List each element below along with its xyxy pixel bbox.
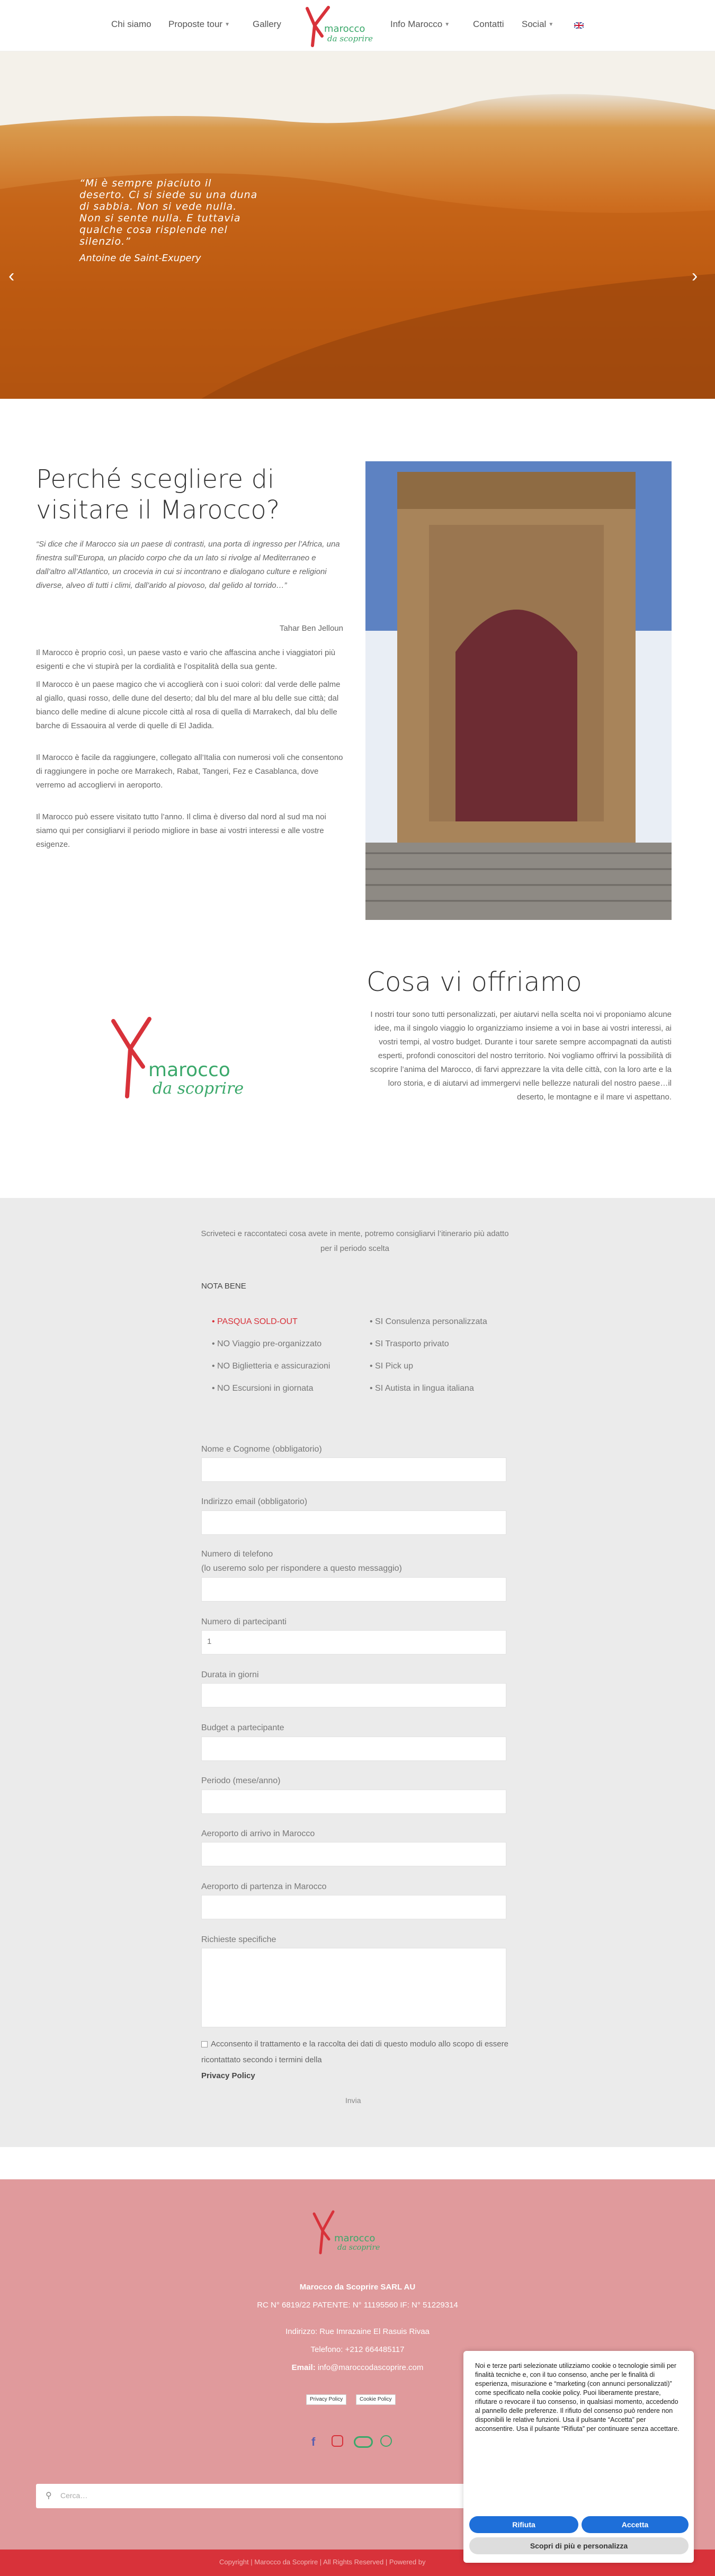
form-intro: Scriveteci e raccontateci cosa avete in mente, potremo consigliarvi l’itinerario più adatto per il periodo scelta xyxy=(201,1229,509,1253)
hero-quote: “Mi è sempre piaciuto il deserto. Ci si siede su una duna di sabbia. Non si vede nulla. Non si sente nulla. E tuttavia qualche cosa risplende nel silenzio.” xyxy=(79,177,258,247)
period-field[interactable] xyxy=(201,1790,506,1814)
privacy-policy-button[interactable]: Privacy Policy xyxy=(306,2394,346,2405)
departure-airport-field[interactable] xyxy=(201,1895,506,1919)
requests-textarea[interactable] xyxy=(201,1948,506,2027)
nav-contatti[interactable] xyxy=(473,19,504,30)
nav-label: Gallery xyxy=(253,19,281,29)
email-field[interactable] xyxy=(201,1510,506,1535)
list-item: • SI Pick up xyxy=(370,1362,414,1371)
nav-chi-siamo[interactable] xyxy=(111,19,151,30)
logo-line2: da scoprire xyxy=(153,1079,244,1098)
cookie-text: Noi e terze parti selezionate utilizziamo cookie o tecnologie simili per finalità tecniche e, con il tuo consenso, anche per le finalità di esperienza, misurazione e “marketing (con annunci personalizzati)” come specificato nella cookie policy. Puoi liberamente prestare, rifiutare o revocare il tuo consenso, in qualsiasi momento, accedendo al pannello delle preferenze. Il rifiuto del consenso può rendere non disponibili le relative funzioni. Usa il pulsante “Accetta” per acconsentire. Usa il pulsante “Rifiuta” per continuare senza accettare. xyxy=(475,2362,680,2432)
no-list xyxy=(212,1316,360,1395)
tripadvisor-icon[interactable] xyxy=(354,2436,373,2448)
hero-slider xyxy=(0,51,715,399)
company-name: Marocco da Scoprire SARL AU xyxy=(299,2283,416,2292)
logo-line1: marocco xyxy=(148,1059,230,1081)
instagram-icon[interactable] xyxy=(332,2435,343,2447)
svg-text:marocco: marocco xyxy=(324,23,365,34)
search-input[interactable]: Cerca… xyxy=(60,2491,88,2500)
cookie-policy-button[interactable]: Cookie Policy xyxy=(356,2394,396,2405)
field-label: Numero di partecipanti xyxy=(201,1617,287,1626)
nav-proposte-tour[interactable] xyxy=(168,19,230,30)
svg-text:da scoprire: da scoprire xyxy=(327,34,373,43)
slider-next-arrow-icon[interactable]: › xyxy=(692,266,698,286)
why-paragraph: Il Marocco è un paese magico che vi accoglierà con i suoi colori: dal verde delle palme al giallo, quasi rosso, delle dune del deserto; dal blu del mare al blu delle sue città; dal bianco delle medine di alcune piccole città al rosa di quella di Marrakech, dal blu delle barche di Essaouira al verde di quelle di El Jadida. xyxy=(36,680,341,730)
site-header xyxy=(0,0,715,51)
list-item: • NO Biglietteria e assicurazioni xyxy=(212,1362,330,1371)
field-label: Aeroporto di arrivo in Marocco xyxy=(201,1829,315,1838)
cookie-accept-button[interactable]: Accetta xyxy=(582,2516,689,2533)
email-link[interactable]: info@maroccodascoprire.com xyxy=(317,2363,424,2372)
company-phone: Telefono: +212 664485117 xyxy=(310,2345,405,2354)
nav-info-marocco[interactable] xyxy=(390,19,450,30)
field-label: Aeroporto di partenza in Marocco xyxy=(201,1882,327,1891)
field-label: Periodo (mese/anno) xyxy=(201,1776,281,1785)
facebook-icon[interactable]: f xyxy=(311,2435,316,2448)
footer-logo xyxy=(310,2208,405,2256)
field-label: Durata in giorni xyxy=(201,1670,259,1679)
nav-social[interactable] xyxy=(522,19,553,30)
si-list xyxy=(370,1316,507,1395)
search-icon: ⚲ xyxy=(46,2491,52,2500)
hero-quote-author: Antoine de Saint-Exupery xyxy=(79,253,201,264)
field-label: Nome e Cognome (obbligatorio) xyxy=(201,1445,322,1454)
chevron-down-icon: ▼ xyxy=(225,21,230,28)
field-label: Richieste specifiche xyxy=(201,1935,276,1944)
why-paragraph: Il Marocco è proprio così, un paese vasto e vario che affascina anche i viaggiatori più esigenti e che vi stupirà per la cordialità e l’ospitalità della sua gente. xyxy=(36,648,336,671)
email-label: Email: xyxy=(291,2363,316,2372)
why-paragraph: Il Marocco può essere visitato tutto l’anno. Il clima è diverso dal nord al sud ma noi siamo qui per consigliarvi il periodo migliore in base ai vostri interessi e alle vostre esigenze. xyxy=(36,812,326,849)
company-registration: RC N° 6819/22 PATENTE: N° 11195560 IF: N° 51229314 xyxy=(257,2301,458,2310)
field-label: Budget a partecipante xyxy=(201,1723,284,1732)
moroccan-gate-image xyxy=(365,461,672,920)
nav-label: Proposte tour xyxy=(168,19,223,29)
nav-label: Social xyxy=(522,19,547,29)
uk-flag-icon[interactable] xyxy=(574,22,584,29)
phone-note: (lo useremo solo per rispondere a questo messaggio) xyxy=(201,1564,402,1573)
chevron-down-icon: ▼ xyxy=(548,21,554,28)
list-item: • SI Trasporto privato xyxy=(370,1339,449,1348)
site-logo[interactable] xyxy=(297,4,376,49)
nav-gallery[interactable] xyxy=(253,19,281,30)
consent-checkbox[interactable] xyxy=(201,2041,208,2047)
budget-field[interactable] xyxy=(201,1737,506,1761)
privacy-policy-link[interactable]: Privacy Policy xyxy=(201,2071,255,2080)
logo-line1: marocco xyxy=(334,2233,376,2244)
copyright-text: Copyright | Marocco da Scoprire | All Rights Reserved | Powered by xyxy=(219,2558,426,2566)
cookie-reject-button[interactable]: Rifiuta xyxy=(469,2516,578,2533)
consent-text: Acconsento il trattamento e la raccolta dei dati di questo modulo allo scopo di essere ricontattato secondo i termini della xyxy=(201,2040,508,2064)
why-title: Perché scegliere di visitare il Marocco? xyxy=(36,464,280,525)
submit-button[interactable]: Invia xyxy=(345,2096,361,2105)
chevron-down-icon: ▼ xyxy=(444,21,450,28)
arrival-airport-field[interactable] xyxy=(201,1842,506,1866)
list-item: • SI Autista in lingua italiana xyxy=(370,1384,474,1393)
field-label: Indirizzo email (obbligatorio) xyxy=(201,1497,308,1506)
cookie-banner xyxy=(463,2351,694,2563)
field-label: Numero di telefono xyxy=(201,1550,273,1559)
nota-bene-heading: NOTA BENE xyxy=(201,1282,246,1291)
slider-prev-arrow-icon[interactable]: ‹ xyxy=(8,266,15,286)
whatsapp-icon[interactable] xyxy=(380,2435,392,2447)
why-quote: “Si dice che il Marocco sia un paese di contrasti, una porta di ingresso per l’Africa, una finestra sull’Europa, un placido corpo che da un lato si rivolge al Mediterraneo e dall’altro all’Atlantico, un crocevia in cui si incontrano e dialogano culture e religioni diverse, alveo di tutti i climi, dall’arido al piovoso, dal gelido al torrido…” xyxy=(36,540,340,590)
search-bar[interactable] xyxy=(36,2484,502,2508)
offer-text: I nostri tour sono tutti personalizzati, per aiutarvi nella scelta noi vi proponiamo alcune idee, ma il singolo viaggio lo organizziamo insieme a voi in base ai vostri interessi, ai vostri tempi, al vostro budget. Durante i tour sarete sempre accompagnati da autisti esperti, profondi conoscitori del nostro territorio. Noi vogliamo offrirvi la possibilità di scoprire l’anima del Marocco, di farvi apprezzare la vita delle città, con la loro arte e la loro storia, e di aiutarvi ad immergervi nelle bellezze naturali del nostro paese…il deserto, le montagne e il mare vi aspettano. xyxy=(370,1010,672,1102)
logo-large xyxy=(106,1012,275,1107)
duration-field[interactable] xyxy=(201,1683,506,1707)
cookie-customize-button[interactable]: Scopri di più e personalizza xyxy=(469,2537,689,2554)
offer-title: Cosa vi offriamo xyxy=(367,967,582,997)
list-item: • SI Consulenza personalizzata xyxy=(370,1317,487,1326)
why-quote-author: Tahar Ben Jelloun xyxy=(279,624,343,633)
name-field[interactable] xyxy=(201,1457,506,1482)
list-item: • NO Escursioni in giornata xyxy=(212,1384,314,1393)
why-paragraph: Il Marocco è facile da raggiungere, collegato all’Italia con numerosi voli che consentono di raggiungere in poche ore Marrakech, Rabat, Tangeri, Fez e Casablanca, dove verremo ad accogliervi in aeroporto. xyxy=(36,753,343,790)
list-item: • PASQUA SOLD-OUT xyxy=(212,1317,298,1326)
phone-field[interactable] xyxy=(201,1577,506,1602)
list-item: • NO Viaggio pre-organizzato xyxy=(212,1339,322,1348)
company-address: Indirizzo: Rue Imrazaine El Rasuis Rivaa xyxy=(285,2327,430,2336)
nav-label: Info Marocco xyxy=(390,19,443,29)
participants-field[interactable]: 1 xyxy=(201,1630,506,1654)
logo-line2: da scoprire xyxy=(337,2243,380,2252)
consent-block xyxy=(201,2036,508,2084)
nav-label: Contatti xyxy=(473,19,504,29)
nav-label: Chi siamo xyxy=(111,19,151,29)
